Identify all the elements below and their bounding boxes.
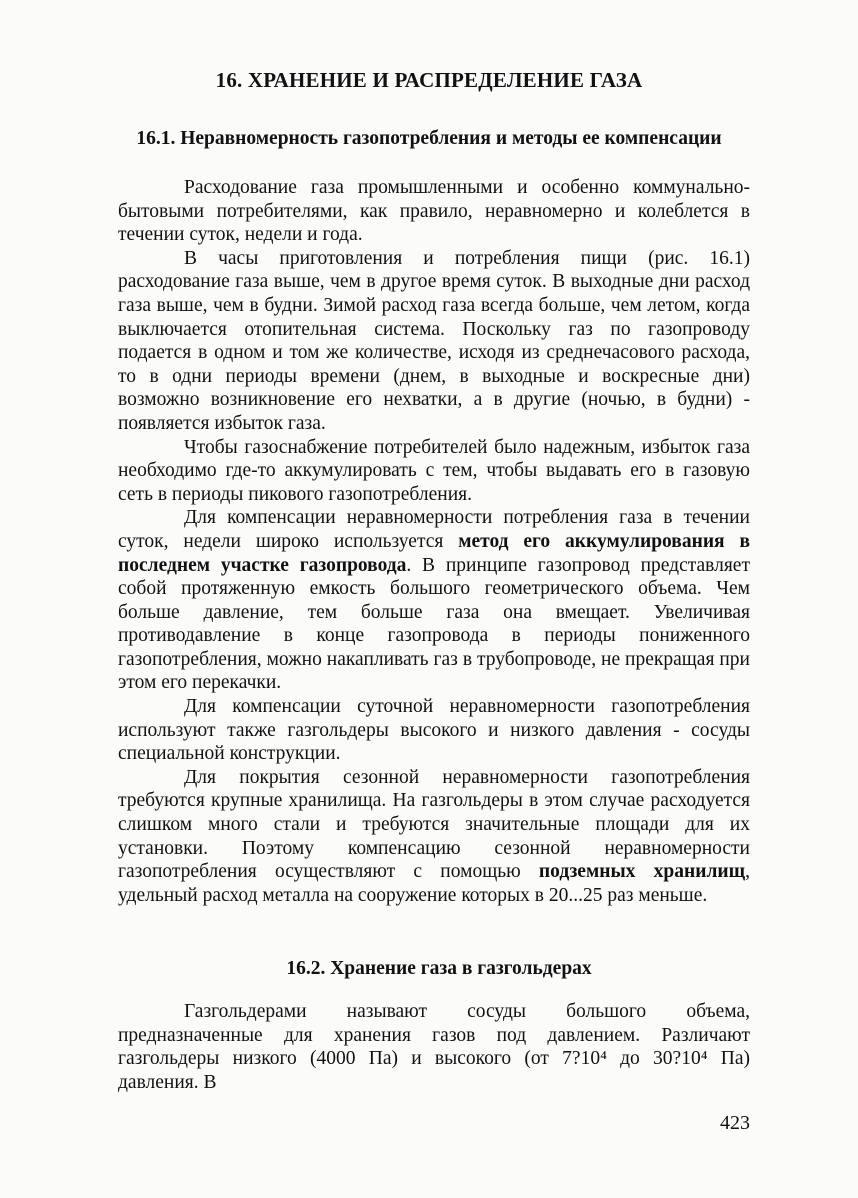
section-title-16-2: 16.2. Хранение газа в газгольдерах — [286, 958, 592, 979]
section-title-16-1: 16.1. Неравномерность газопотребления и методы ее компенсации — [136, 128, 722, 149]
paragraph: В часы приготовления и потребления пищи (рис. 16.1) расходование газа выше, чем в другое время суток. В выходные дни расход газа выше, чем в будни. Зимой расход газа всегда больше, чем летом, когда выключается отопительная система. Поскольку газ по газопроводу подается в одном и том же количестве, исходя из среднечасового расхода, то в одни периоды времени (днем, в выходные и воскресные дни) возможно возникновение его нехватки, а в другие (ночью, в будни) - появляется избыток газа. — [118, 247, 750, 434]
paragraph-text: Для покрытия сезонной неравномерности газопотребления требуются крупные хранилища. На газгольдеры в этом случае расходуется слишком много стали и требуются значительные площади для их установки. Поэтому компенсацию сезонной неравномерности газопотребления осуществляют с помощью — [118, 766, 750, 883]
paragraph — [118, 766, 750, 908]
paragraph — [118, 506, 750, 695]
section-16-1-body — [118, 176, 750, 907]
paragraph: Для компенсации суточной неравномерности газопотребления используют также газгольдеры высокого и низкого давления - сосуды специальной конструкции. — [118, 696, 750, 765]
bold-term: метод его аккумулирования в последнем участке газопровода — [118, 530, 751, 576]
chapter-title: 16. ХРАНЕНИЕ И РАСПРЕДЕЛЕНИЕ ГАЗА — [215, 68, 643, 92]
paragraph: Газгольдерами называют сосуды большого объема, предназначенные для хранения газов под давлением. Различают газгольдеры низкого (4000 Па) и высокого (от 7?10⁴ до 30?10⁴ Па) давления. В — [118, 1001, 750, 1093]
paragraph: Расходование газа промышленными и особенно коммунально-бытовыми потребителями, как правило, неравномерно и колеблется в течении суток, недели и года. — [118, 177, 750, 246]
paragraph-text: . В принципе газопровод представляет собой протяженную емкость большого геометрического объема. Чем больше давление, тем больше газа она вмещает. Увеличивая противодавление в конце газопровода в периоды пониженного газопотребления, можно накапливать газ в трубопроводе, не прекращая при этом его перекачки. — [118, 554, 750, 694]
page-number: 423 — [720, 1112, 750, 1134]
paragraph-text: Для компенсации неравномерности потребления газа в течении суток, недели широко используется — [118, 507, 750, 552]
bold-term: подземных хранилищ — [538, 861, 746, 883]
paragraph: Чтобы газоснабжение потребителей было надежным, избыток газа необходимо где-то аккумулировать с тем, чтобы выдавать его в газовую сеть в периоды пикового газопотребления. — [118, 436, 750, 505]
section-16-2-body — [118, 1000, 750, 1094]
paragraph-text: , удельный расход металла на сооружение которых в 20...25 раз меньше. — [118, 861, 750, 906]
